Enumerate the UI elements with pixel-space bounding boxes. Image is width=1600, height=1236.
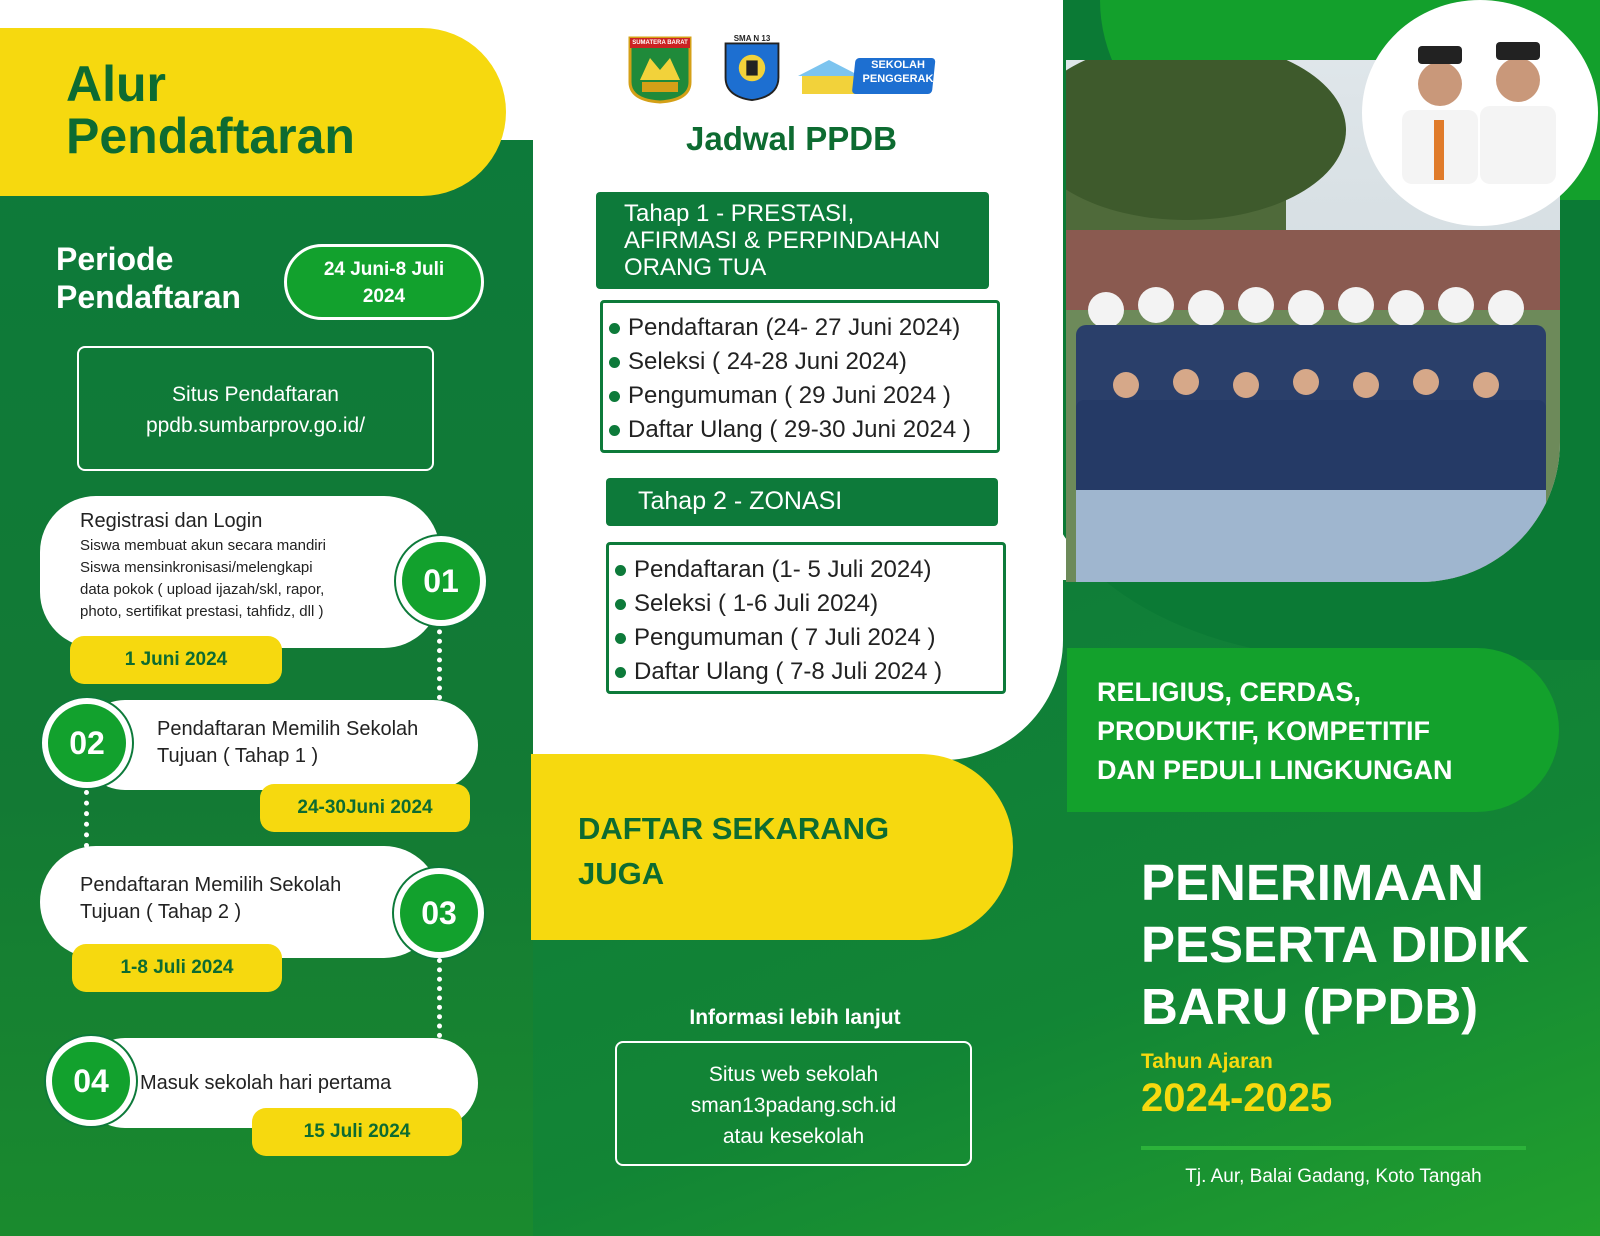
- periode-label-line: Pendaftaran: [56, 279, 241, 315]
- step-title-line: Tujuan ( Tahap 1 ): [157, 745, 319, 767]
- tahap1-header: [596, 192, 989, 289]
- step-title-line: Tujuan ( Tahap 2 ): [80, 901, 242, 923]
- penggerak-text: [860, 58, 936, 86]
- step-01-text: [80, 508, 410, 623]
- step-desc-line: Siswa mensinkronisasi/melengkapi: [80, 559, 313, 576]
- step-desc-line: photo, sertifikat prestasi, tahfidz, dll ): [80, 603, 324, 620]
- list-item: [609, 413, 997, 447]
- school-logo-text: SMA N 13: [733, 34, 771, 43]
- step-number-01: 01: [396, 536, 486, 626]
- periode-label: [56, 240, 241, 316]
- list-item-text: Pengumuman ( 29 Juni 2024 ): [628, 382, 951, 409]
- list-item-text: Pendaftaran (1- 5 Juli 2024): [634, 556, 932, 583]
- list-item-text: Seleksi ( 1-6 Juli 2024): [634, 590, 879, 617]
- bullet-icon: [609, 357, 620, 368]
- register-now-text[interactable]: [578, 806, 889, 896]
- province-logo: [628, 36, 692, 109]
- title-line: Pendaftaran: [66, 108, 355, 164]
- bullet-icon: [615, 633, 626, 644]
- list-item-text: Pendaftaran (24- 27 Juni 2024): [628, 314, 961, 341]
- step-connector: [437, 958, 442, 1038]
- step-date-02: 24-30Juni 2024: [260, 784, 470, 832]
- title-line: Alur: [66, 56, 166, 112]
- step-04-title: Masuk sekolah hari pertama: [140, 1072, 392, 1094]
- register-now-line: DAFTAR SEKARANG: [578, 811, 890, 846]
- step-03-text: [80, 872, 390, 926]
- list-item: [615, 655, 1003, 689]
- academic-year-label: Tahun Ajaran: [1141, 1050, 1273, 1073]
- step-connector: [437, 620, 442, 700]
- step-connector: [84, 790, 89, 848]
- registration-site-label: Situs Pendaftaran: [172, 383, 339, 406]
- penggerak-line: SEKOLAH: [871, 59, 925, 71]
- step-date-04: 15 Juli 2024: [252, 1108, 462, 1156]
- bullet-icon: [615, 667, 626, 678]
- info-line: atau kesekolah: [722, 1125, 865, 1148]
- bullet-icon: [615, 565, 626, 576]
- list-item: [615, 553, 1003, 587]
- list-item: [615, 621, 1003, 655]
- periode-dates-badge: [284, 244, 484, 320]
- periode-dates-line: 2024: [362, 286, 406, 307]
- registration-site-url[interactable]: ppdb.sumbarprov.go.id/: [145, 414, 366, 437]
- step-title-line: Pendaftaran Memilih Sekolah: [80, 874, 342, 896]
- more-info-label: Informasi lebih lanjut: [689, 1006, 901, 1029]
- motto-line: PRODUKTIF, KOMPETITIF: [1097, 716, 1430, 746]
- bullet-icon: [609, 323, 620, 334]
- list-item-text: Pengumuman ( 7 Juli 2024 ): [634, 624, 936, 651]
- info-line: Situs web sekolah: [708, 1063, 879, 1086]
- penggerak-line: PENGGERAK: [862, 73, 934, 85]
- step-number-03: 03: [394, 868, 484, 958]
- list-item-text: Daftar Ulang ( 7-8 Juli 2024 ): [634, 658, 943, 685]
- ppdb-title-line: BARU (PPDB): [1141, 978, 1479, 1035]
- school-logo-icon: [720, 34, 784, 102]
- periode-dates-line: 24 Juni-8 Juli: [323, 259, 445, 280]
- step-date-03: 1-8 Juli 2024: [72, 944, 282, 992]
- step-title: Registrasi dan Login: [80, 510, 263, 532]
- leaders-photo: [1362, 0, 1598, 226]
- tahap1-header-line: AFIRMASI & PERPINDAHAN: [624, 227, 941, 254]
- list-item: [615, 587, 1003, 621]
- page-title: [66, 58, 355, 162]
- step-number-02: 02: [42, 698, 132, 788]
- school-address: Tj. Aur, Balai Gadang, Koto Tangah: [1185, 1166, 1482, 1187]
- list-item-text: Daftar Ulang ( 29-30 Juni 2024 ): [628, 416, 971, 443]
- province-logo-icon: [628, 36, 692, 104]
- school-logo: [720, 34, 784, 107]
- list-item: [609, 379, 997, 413]
- jadwal-title: Jadwal PPDB: [686, 120, 897, 157]
- motto-line: DAN PEDULI LINGKUNGAN: [1097, 755, 1453, 785]
- academic-year-value: 2024-2025: [1141, 1076, 1333, 1120]
- ppdb-title-line: PENERIMAAN: [1141, 854, 1484, 911]
- sekolah-penggerak-logo: [798, 54, 940, 98]
- list-item: [609, 311, 997, 345]
- motto-line: RELIGIUS, CERDAS,: [1097, 677, 1362, 707]
- ppdb-title-line: PESERTA DIDIK: [1141, 916, 1530, 973]
- tahap1-header-line: Tahap 1 - PRESTASI,: [624, 200, 855, 227]
- step-title-line: Pendaftaran Memilih Sekolah: [157, 718, 419, 740]
- bullet-icon: [609, 391, 620, 402]
- step-desc-line: data pokok ( upload ijazah/skl, rapor,: [80, 581, 325, 598]
- tahap2-list: [606, 542, 1006, 694]
- ppdb-title: [1141, 852, 1529, 1038]
- step-number-04: 04: [46, 1036, 136, 1126]
- step-date-01: 1 Juni 2024: [70, 636, 282, 684]
- list-item-text: Seleksi ( 24-28 Juni 2024): [628, 348, 907, 375]
- tahap2-header: Tahap 2 - ZONASI: [606, 478, 998, 526]
- register-now-line: JUGA: [578, 856, 665, 891]
- school-website-url[interactable]: sman13padang.sch.id: [690, 1094, 897, 1117]
- step-02-text: [157, 716, 457, 770]
- school-motto: [1097, 673, 1453, 790]
- divider: [1141, 1146, 1526, 1150]
- more-info-box: [615, 1041, 972, 1166]
- province-logo-text: SUMATERA BARAT: [632, 40, 688, 46]
- bullet-icon: [609, 425, 620, 436]
- bullet-icon: [615, 599, 626, 610]
- periode-label-line: Periode: [56, 241, 174, 277]
- leaders-photo-image: [1362, 0, 1598, 226]
- tahap1-header-line: ORANG TUA: [624, 254, 767, 281]
- registration-site-box: [77, 346, 434, 471]
- tahap1-list: [600, 300, 1000, 453]
- list-item: [609, 345, 997, 379]
- step-desc-line: Siswa membuat akun secara mandiri: [80, 537, 326, 554]
